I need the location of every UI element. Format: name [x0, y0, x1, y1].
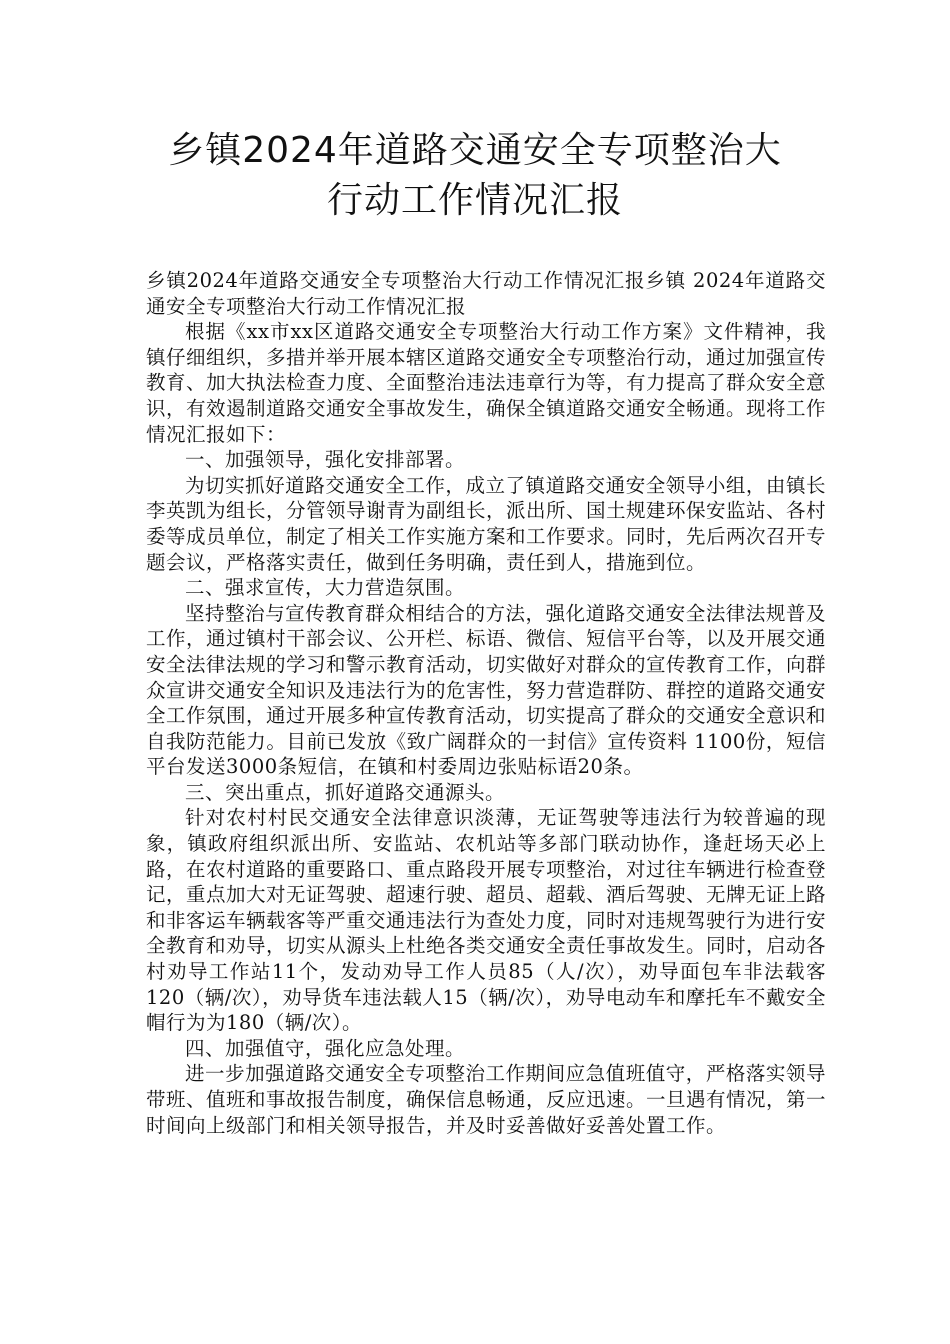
body-paragraph: 进一步加强道路交通安全专项整治工作期间应急值班值守，严格落实领导带班、值班和事故报告制度，确保信息畅通，反应迅速。一旦遇有情况，第一时间向上级部门和相关领导报告，并及时妥善做好妥善处置工作。 — [146, 1062, 827, 1137]
document-title — [120, 126, 830, 226]
title-line-1: 乡镇2024年道路交通安全专项整治大 — [168, 130, 782, 171]
section-heading: 一、加强领导，强化安排部署。 — [185, 448, 466, 472]
body-paragraph: 坚持整治与宣传教育群众相结合的方法，强化道路交通安全法律法规普及工作，通过镇村干部会议、公开栏、标语、微信、短信平台等，以及开展交通安全法律法规的学习和警示教育活动，切实做好对群众的宣传教育工作，向群众宣讲交通安全知识及违法行为的危害性，努力营造群防、群控的道路交通安全工作氛围，通过开展多种宣传教育活动，切实提高了群众的交通安全意识和自我防范能力。目前已发放《致广阔群众的一封信》宣传资料 1100份，短信平台发送3000条短信，在镇和村委周边张贴标语20条。 — [146, 601, 827, 779]
body-paragraph: 为切实抓好道路交通安全工作，成立了镇道路交通安全领导小组，由镇长李英凯为组长，分管领导谢青为副组长，派出所、国土规建环保安监站、各村委等成员单位，制定了相关工作实施方案和工作要求。同时，先后两次召开专题会议，严格落实责任，做到任务明确，责任到人，措施到位。 — [146, 473, 827, 574]
document-body — [146, 268, 826, 1138]
section-heading: 三、突出重点，抓好道路交通源头。 — [185, 780, 506, 804]
body-paragraph: 针对农村村民交通安全法律意识淡薄，无证驾驶等违法行为较普遍的现象，镇政府组织派出所、安监站、农机站等多部门联动协作，逢赶场天必上路，在农村道路的重要路口、重点路段开展专项整治，对过往车辆进行检查登记，重点加大对无证驾驶、超速行驶、超员、超载、酒后驾驶、无牌无证上路和非客运车辆载客等严重交通违法行为查处力度，同时对违规驾驶行为进行安全教育和劝导，切实从源头上杜绝各类交通安全责任事故发生。同时，启动各村劝导工作站11个，发动劝导工作人员85（人/次），劝导面包车非法载客120（辆/次），劝导货车违法载人15（辆/次），劝导电动车和摩托车不戴安全帽行为为180（辆/次）。 — [146, 806, 827, 1035]
body-paragraph: 根据《xx市xx区道路交通安全专项整治大行动工作方案》文件精神，我镇仔细组织，多措并举开展本辖区道路交通安全专项整治行动，通过加强宣传教育、加大执法检查力度、全面整治违法违章行为等，有力提高了群众安全意识，有效遏制道路交通安全事故发生，确保全镇道路交通安全畅通。现将工作情况汇报如下： — [146, 320, 827, 446]
title-line-2: 行动工作情况汇报 — [326, 180, 623, 221]
section-heading: 二、强求宣传，大力营造氛围。 — [185, 576, 466, 600]
intro-paragraph: 乡镇2024年道路交通安全专项整治大行动工作情况汇报乡镇 2024年道路交通安全专项整治大行动工作情况汇报 — [146, 269, 826, 318]
section-heading: 四、加强值守，强化应急处理。 — [185, 1036, 466, 1060]
